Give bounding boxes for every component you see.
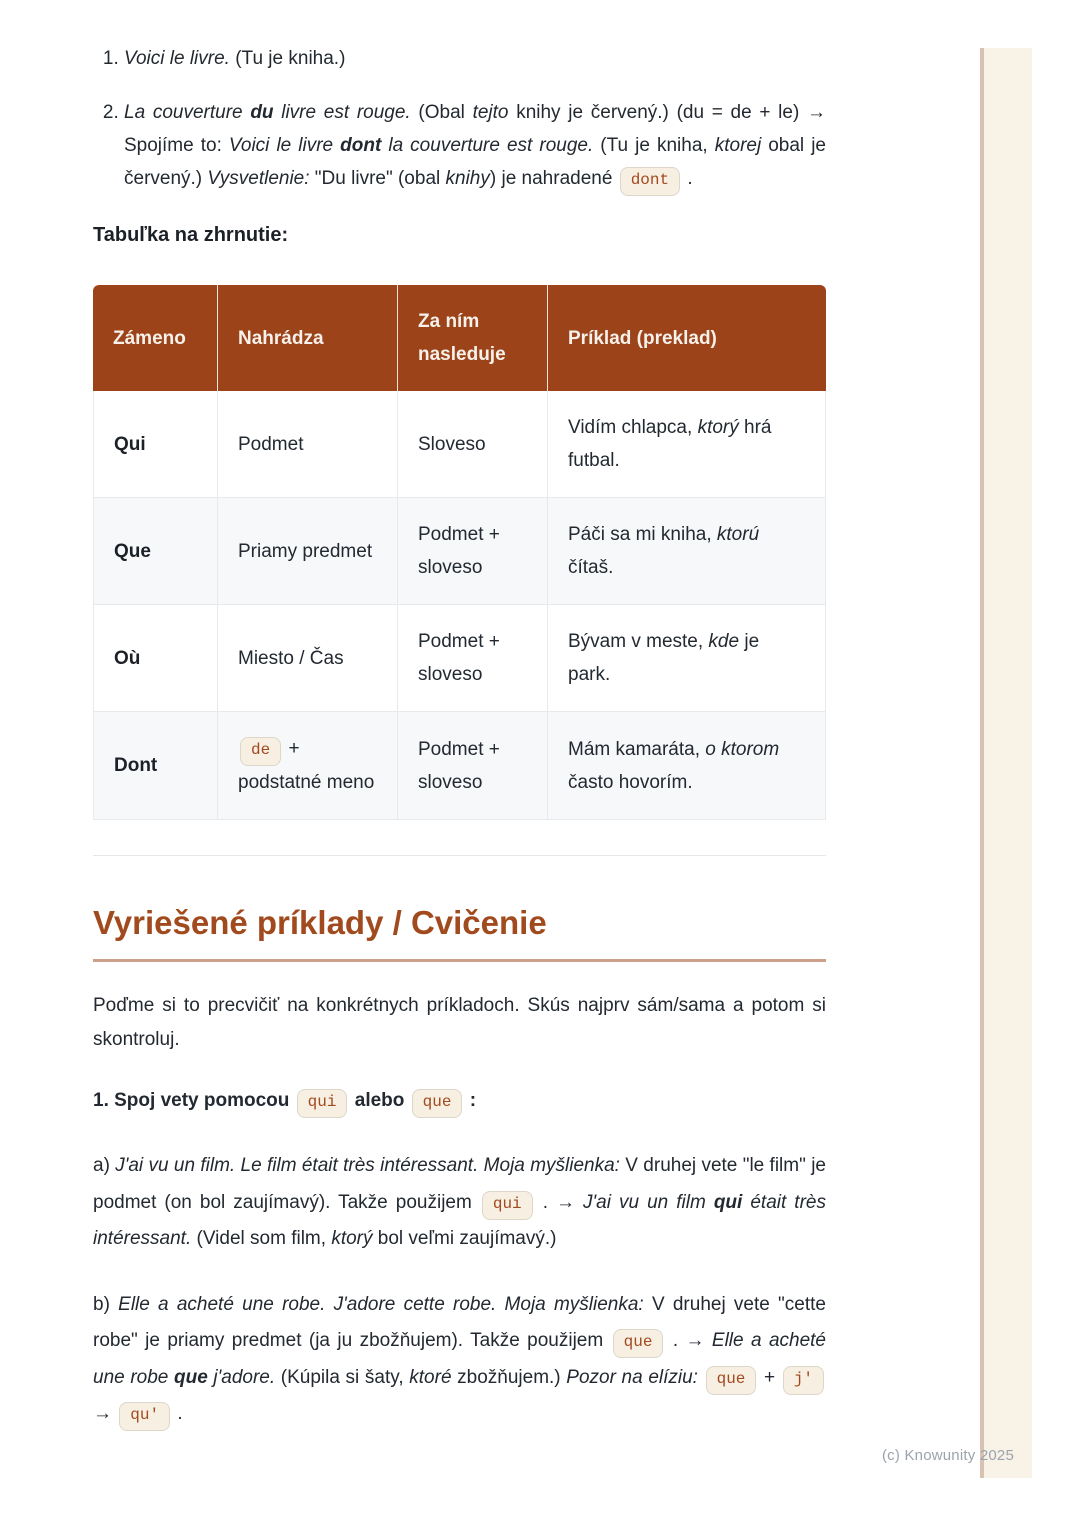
page-side-strip bbox=[980, 48, 1032, 1478]
cell-replaces bbox=[218, 605, 398, 712]
text-segment: (Tu je kniha, bbox=[593, 135, 715, 156]
inline-code-chip: dont bbox=[620, 167, 680, 196]
text-segment: livre est rouge. bbox=[273, 102, 411, 123]
list-item bbox=[124, 42, 826, 75]
text-segment: obal je červený.) bbox=[124, 135, 826, 189]
exercise-task-title bbox=[93, 1082, 826, 1119]
text-segment: čítaš. bbox=[568, 557, 614, 578]
text-segment: La couverture bbox=[124, 102, 251, 123]
text-segment: qui bbox=[713, 1191, 743, 1213]
text-segment: je park. bbox=[568, 631, 760, 685]
text-segment: Podmet bbox=[238, 433, 304, 455]
cell-followed-by bbox=[398, 498, 548, 605]
exercise-item-b bbox=[93, 1287, 826, 1433]
column-header-za-nim-nasleduje: Za ním nasleduje bbox=[398, 285, 548, 391]
text-segment: Páči sa mi kniha, bbox=[568, 524, 717, 545]
text-segment: Podmet + sloveso bbox=[418, 738, 500, 793]
column-header-zameno: Zámeno bbox=[93, 285, 218, 391]
text-segment: (Tu je kniha.) bbox=[229, 48, 346, 69]
text-segment: a) bbox=[93, 1155, 116, 1176]
text-segment: Miesto / Čas bbox=[238, 647, 344, 669]
text-segment: du bbox=[250, 102, 274, 123]
table-row-que bbox=[93, 498, 826, 605]
text-segment: . → bbox=[534, 1191, 584, 1213]
text-segment: kde bbox=[708, 631, 740, 652]
text-segment: Pozor na elíziu: bbox=[566, 1366, 698, 1388]
inline-code-chip: que bbox=[613, 1329, 664, 1358]
cell-replaces bbox=[218, 391, 398, 498]
cell-pronoun: Qui bbox=[93, 391, 218, 498]
text-segment: ) je nahradené bbox=[489, 168, 618, 189]
text-segment: b) bbox=[93, 1293, 119, 1315]
inline-code-chip: que bbox=[706, 1366, 757, 1395]
cell-pronoun: Dont bbox=[93, 712, 218, 820]
inline-code-chip: qui bbox=[482, 1191, 533, 1220]
text-segment: Podmet + sloveso bbox=[418, 631, 500, 685]
cell-followed-by bbox=[398, 391, 548, 498]
text-segment bbox=[698, 1367, 704, 1388]
text-segment: ktorý bbox=[697, 417, 739, 438]
cell-example bbox=[548, 498, 826, 605]
text-segment: hrá futbal. bbox=[568, 417, 772, 471]
text-segment: (Obal bbox=[410, 102, 473, 123]
text-segment: → bbox=[93, 1403, 118, 1424]
text-segment: la couverture est rouge. bbox=[381, 135, 594, 156]
list-item bbox=[124, 96, 826, 196]
text-segment: knihy je červený.) (du = de + le) → Spojíme to: bbox=[124, 102, 826, 156]
text-segment: + podstatné meno bbox=[238, 738, 375, 793]
exercise-item-a bbox=[93, 1148, 826, 1258]
inline-code-chip: de bbox=[240, 737, 281, 766]
text-segment: Elle a acheté une robe. J'adore cette robe. Moja myšlienka: bbox=[118, 1293, 644, 1315]
text-segment: Voici le livre bbox=[228, 135, 341, 156]
table-row-dont bbox=[93, 712, 826, 820]
text-segment: ktorej bbox=[714, 135, 762, 156]
text-segment: Priamy predmet bbox=[238, 540, 373, 562]
text-segment: alebo bbox=[349, 1090, 410, 1111]
text-segment: Vysvetlenie: bbox=[207, 168, 310, 189]
example-steps-list bbox=[93, 42, 826, 196]
cell-followed-by bbox=[398, 712, 548, 820]
table-title: Tabuľka na zhrnutie: bbox=[93, 224, 289, 246]
text-segment: o ktorom bbox=[705, 738, 780, 760]
text-segment: Podmet + sloveso bbox=[418, 524, 500, 578]
inline-code-chip: qu' bbox=[119, 1402, 170, 1431]
inline-code-chip: qui bbox=[297, 1089, 348, 1118]
section-divider bbox=[93, 855, 826, 856]
cell-example bbox=[548, 391, 826, 498]
text-segment: zbožňujem.) bbox=[451, 1366, 567, 1388]
cell-example bbox=[548, 712, 826, 820]
text-segment: Sloveso bbox=[418, 433, 486, 455]
table-row-ou bbox=[93, 605, 826, 712]
text-segment: dont bbox=[340, 135, 382, 156]
text-segment: Vidím chlapca, bbox=[568, 417, 698, 438]
text-segment: (Videl som film, bbox=[191, 1228, 332, 1249]
text-segment: "Du livre" (obal bbox=[309, 168, 446, 189]
cell-pronoun: Que bbox=[93, 498, 218, 605]
inline-code-chip: que bbox=[412, 1089, 463, 1118]
text-segment: Bývam v meste, bbox=[568, 631, 709, 652]
section-intro-paragraph: Poďme si to precvičiť na konkrétnych príkladoch. Skús najprv sám/sama a potom si skontroluj. bbox=[93, 995, 826, 1050]
table-row-qui bbox=[93, 391, 826, 498]
text-segment: 1. Spoj vety pomocou bbox=[93, 1090, 295, 1111]
text-segment: Mám kamaráta, bbox=[568, 738, 706, 760]
text-segment: V druhej vete "le film" je podmet (on bol zaujímavý). Takže použijem bbox=[93, 1155, 826, 1213]
text-segment: Elle a acheté une robe bbox=[93, 1330, 827, 1388]
text-segment: . → bbox=[665, 1330, 712, 1351]
text-segment: . bbox=[172, 1403, 183, 1424]
text-segment: + bbox=[758, 1366, 781, 1388]
summary-table bbox=[93, 285, 826, 820]
summary-table-header bbox=[93, 285, 826, 391]
text-segment: V druhej vete "cette robe" je priamy predmet (ja ju zbožňujem). Takže použijem bbox=[93, 1293, 826, 1351]
text-segment: ktorý bbox=[331, 1228, 373, 1249]
text-segment: tejto bbox=[472, 102, 509, 123]
text-segment: j'adore. bbox=[207, 1366, 276, 1388]
text-segment: que bbox=[174, 1366, 208, 1388]
text-segment: bol veľmi zaujímavý.) bbox=[372, 1228, 557, 1249]
column-header-nahradza: Nahrádza bbox=[218, 285, 398, 391]
text-segment: était très intéressant. bbox=[93, 1191, 826, 1249]
text-segment: knihy bbox=[445, 168, 490, 189]
text-segment: ktoré bbox=[409, 1366, 452, 1388]
text-segment: J'ai vu un film. Le film était très intéressant. Moja myšlienka: bbox=[115, 1155, 620, 1176]
footer-credit: (c) Knowunity 2025 bbox=[881, 1447, 1014, 1464]
cell-example bbox=[548, 605, 826, 712]
column-header-priklad: Príklad (preklad) bbox=[548, 285, 826, 391]
section-heading: Vyriešené príklady / Cvičenie bbox=[93, 904, 826, 962]
text-segment: : bbox=[464, 1090, 477, 1111]
text-segment: často hovorím. bbox=[568, 771, 693, 793]
cell-replaces bbox=[218, 712, 398, 820]
text-segment: . bbox=[682, 168, 693, 189]
text-segment: J'ai vu un film bbox=[583, 1191, 714, 1213]
cell-followed-by bbox=[398, 605, 548, 712]
text-segment: ktorú bbox=[716, 524, 760, 545]
text-segment: (Kúpila si šaty, bbox=[275, 1366, 410, 1388]
document-content bbox=[93, 42, 826, 1433]
cell-pronoun: Où bbox=[93, 605, 218, 712]
inline-code-chip: j' bbox=[783, 1366, 824, 1395]
cell-replaces bbox=[218, 498, 398, 605]
text-segment: Voici le livre. bbox=[124, 48, 230, 69]
